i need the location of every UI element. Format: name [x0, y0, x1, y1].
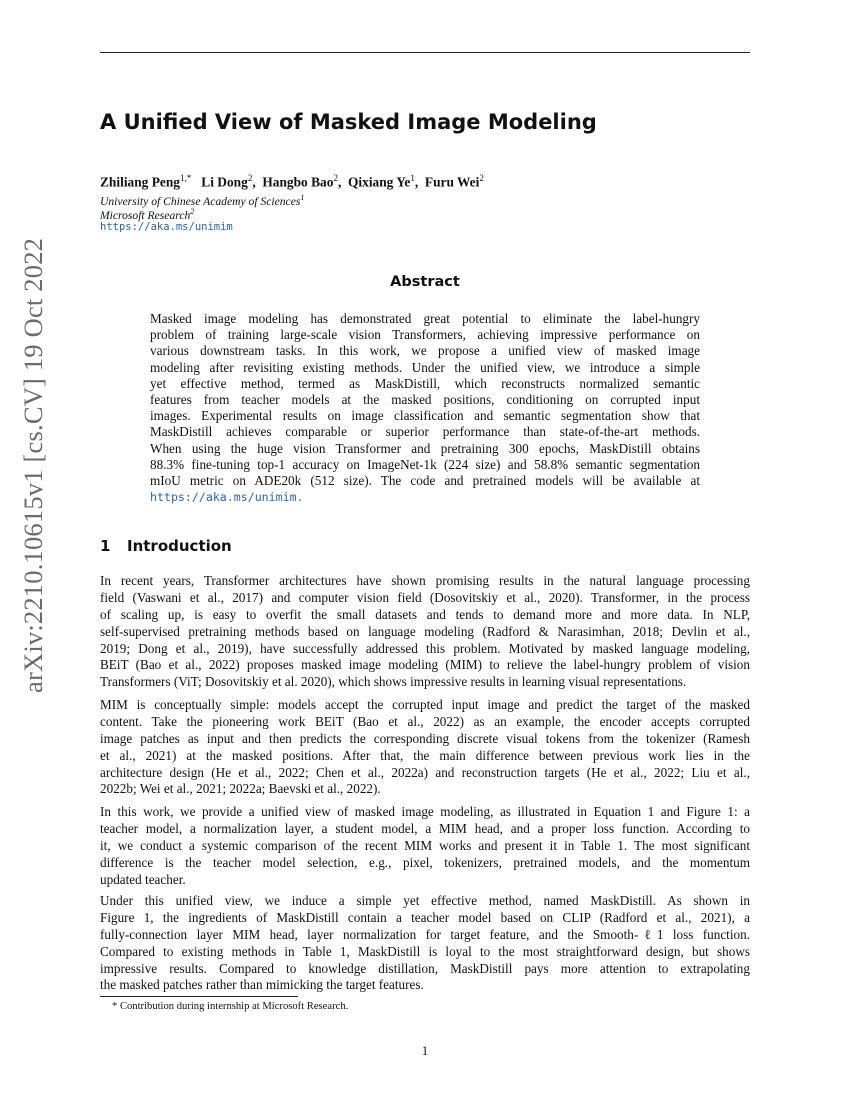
page-number: 1: [421, 1043, 429, 1058]
project-url-link[interactable]: https://aka.ms/unimim: [100, 221, 233, 233]
paragraph-line: of scaling up, is easy to overfit the small datasets and tends to demand more and more data. In NLP,: [100, 606, 750, 622]
paragraph: [100, 893, 750, 994]
section-title: Introduction: [127, 537, 232, 555]
paragraph-line: fully-connection layer MIM head, layer normalization for target feature, and the Smooth-ℓ1 loss function.: [100, 926, 750, 942]
author-mark: 2: [247, 173, 253, 183]
abstract-url-link[interactable]: https://aka.ms/unimim.: [150, 490, 304, 505]
abstract-line: various downstream tasks. In this work, we propose a unified view of masked image: [150, 343, 700, 359]
abstract-line: images. Experimental results on image classification and semantic segmentation show that: [150, 408, 700, 424]
footnote: * Contribution during internship at Microsoft Research.: [112, 1001, 349, 1012]
paragraph-line: image patches as input and then predicts the corresponding discrete visual tokens from the tokenizer (Ramesh: [100, 730, 750, 746]
affiliation-mark: 2: [190, 207, 195, 216]
abstract-body: [150, 311, 700, 505]
author-mark: 2: [333, 173, 338, 183]
abstract-line: mIoU metric on ADE20k (512 size). The code and pretrained models will be available at: [150, 472, 700, 488]
paragraph: [100, 804, 750, 888]
paragraph-line: impressive results. Compared to knowledge distillation, MaskDistill pays more attention to extrapolating: [100, 960, 750, 976]
abstract-line: MaskDistill achieves comparable or superior performance than state-of-the-art methods.: [150, 424, 700, 440]
author-name: Li Dong: [201, 174, 248, 190]
affiliation-name: University of Chinese Academy of Sciences: [100, 194, 301, 208]
author-name: Zhiliang Peng: [100, 174, 180, 190]
affiliation-name: Microsoft Research: [100, 208, 191, 222]
paragraph-line: field (Vaswani et al., 2017) and computer vision field (Dosovitskiy et al., 2020). Transformer, in the process: [100, 589, 750, 605]
author-name: Qixiang Ye: [347, 174, 411, 190]
author-name: Furu Wei: [424, 174, 480, 190]
abstract-line: modeling after revisiting existing methods. Under the unified view, we introduce a simple: [150, 359, 700, 375]
abstract-heading: Abstract: [390, 274, 460, 290]
paragraph-line: Compared to existing methods in Table 1, MaskDistill is loyal to the most straightforward design, but shows: [100, 943, 750, 959]
section-heading: [100, 537, 232, 555]
paragraph-line: architecture design (He et al., 2022; Chen et al., 2022a) and reconstruction targets (He et al., 2022; Liu et al.,: [100, 764, 750, 780]
paragraph-line: the masked patches rather than mimicking the target features.: [100, 977, 424, 993]
abstract-line: problem of training large-scale vision Transformers, achieving impressive performance on: [150, 327, 700, 343]
author-mark: 2: [479, 173, 484, 183]
footnote-rule: [100, 996, 298, 997]
paragraph-line: teacher model, a normalization layer, a student model, a MIM head, and a proper loss function. According to: [100, 820, 750, 836]
paragraph: [100, 697, 750, 798]
abstract-line: features from teacher models at the masked positions, conditioning on corrupted input: [150, 391, 700, 407]
affiliation-mark: 1: [300, 193, 305, 202]
paper-title: A Unified View of Masked Image Modeling: [100, 110, 597, 134]
paragraph-line: In this work, we provide a unified view of masked image modeling, as illustrated in Equation 1 and Figure 1: a: [100, 804, 750, 819]
paragraph-line: it, we conduct a systemic comparison of the recent MIM works and present it in Table 1. The most significant: [100, 837, 750, 853]
paragraph: [100, 573, 750, 691]
paragraph-line: content. Take the pioneering work BEiT (Bao et al., 2022) as an example, the encoder accepts corrupted: [100, 713, 750, 729]
paragraph-line: 2022b; Wei et al., 2021; 2022a; Baevski et al., 2022).: [100, 781, 381, 797]
top-rule: [100, 52, 750, 53]
paragraph-line: MIM is conceptually simple: models accept the corrupted input image and predict the target of the masked: [100, 697, 750, 712]
affiliation: [100, 193, 304, 208]
paragraph-line: self-supervised pretraining methods based on language modeling (Radford & Narasimhan, 2018; Devlin et al.,: [100, 623, 750, 639]
abstract-line: When using the huge vision Transformer and pretraining 300 epochs, MaskDistill obtains: [150, 440, 700, 456]
paragraph-line: Figure 1, the ingredients of MaskDistill contain a teacher model based on CLIP (Radford et al., 2021), a: [100, 909, 750, 925]
author-name: Hangbo Bao: [262, 174, 334, 190]
abstract-line: yet effective method, termed as MaskDistill, which reconstructs normalized semantic: [150, 375, 700, 391]
author-mark: 1,*: [180, 173, 192, 183]
abstract-line: Masked image modeling has demonstrated great potential to eliminate the label-hungry: [150, 311, 700, 326]
paragraph-line: difference is the teacher model selection, e.g., pixel, tokenizers, pretrained models, and the momentum: [100, 854, 750, 870]
paragraph-line: et al., 2021) at the masked positions. After that, the main difference between previous work lies in the: [100, 747, 750, 763]
section-number: 1: [100, 537, 111, 555]
affiliation: [100, 207, 194, 222]
paragraph-line: BEiT (Bao et al., 2022) proposes masked image modeling (MIM) to relieve the label-hungry problem of vision: [100, 657, 750, 673]
paragraph-line: In recent years, Transformer architectures have shown promising results in the natural language processing: [100, 573, 750, 588]
arxiv-sidebar-id[interactable]: arXiv:2210.10615v1 [cs.CV] 19 Oct 2022: [18, 237, 48, 693]
paragraph-line: Under this unified view, we induce a simple yet effective method, named MaskDistill. As shown in: [100, 893, 750, 908]
paragraph-line: Transformers (ViT; Dosovitskiy et al. 2020), which shows impressive results in learning visual representations.: [100, 674, 687, 690]
paragraph-line: updated teacher.: [100, 871, 186, 887]
abstract-line: 88.3% fine-tuning top-1 accuracy on ImageNet-1k (224 size) and 58.8% semantic segmentation: [150, 456, 700, 472]
author-list: Zhiliang Peng$^{1,*}$ Li Dong$^2$, Hangbo Bao$^2$, Qixiang Ye$^1$, Furu Wei$^2$: [100, 173, 484, 190]
paragraph-line: 2019; Dong et al., 2019), have successfully addressed this problem. Motivated by masked language modeling,: [100, 640, 750, 656]
author-mark: 1: [410, 173, 415, 183]
